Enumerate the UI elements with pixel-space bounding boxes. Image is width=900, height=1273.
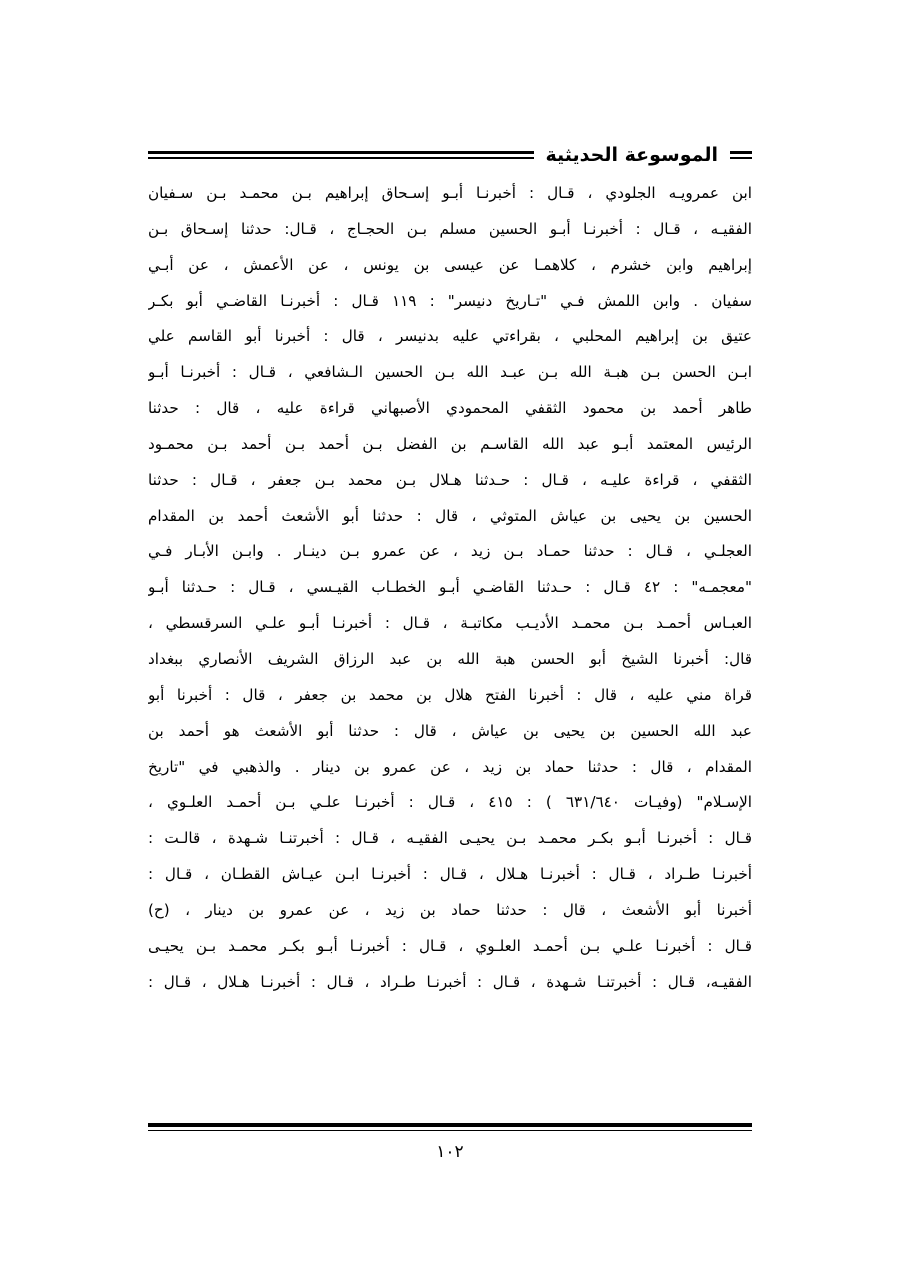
text-line: الثقفي ، قراءة عليـه ، قـال : حـدثنا هـلال بـن محمد بـن جعفر ، قـال : حدثنا: [148, 470, 752, 489]
text-line: عبد الله الحسين بن يحيى بن عياش ، قال : حدثنا أبو الأشعث هو أحمد بن: [148, 721, 752, 740]
header-rule-right: [730, 151, 752, 159]
footer-rule-thick: [148, 1123, 752, 1127]
footer-rule: [148, 1123, 752, 1131]
text-line: ابن عمرويـه الجلودي ، قـال : أخبرنـا أبـو إسـحاق إبراهيم بـن محمـد بـن سـفيان: [148, 184, 752, 202]
text-line: إبراهيم وابن خشرم ، كلاهمـا عن عيسى بن يونس ، عن الأعمش ، عن أبـي: [148, 255, 752, 274]
text-line: عتيق بن إبراهيم المحلبي ، بقراءتي عليه بدنيسر ، قال : أخبرنا أبو القاسم علي: [148, 327, 752, 346]
text-line: طاهر أحمد بن محمود الثقفي المحمودي الأصبهاني قراءة عليه ، قال : حدثنا: [148, 399, 752, 418]
text-line: أخبرنا أبو الأشعث ، قال : حدثنا حماد بن زيد ، عن عمرو بن دينار ، (ح): [148, 900, 752, 919]
page-number: ١٠٢: [436, 1142, 464, 1162]
text-line: أخبرنـا طـراد ، قـال : أخبرنـا هـلال ، قـال : أخبرنـا ابـن عيـاش القطـان ، قـال :: [148, 865, 752, 884]
text-line: العجلـي ، قـال : حدثنا حمـاد بـن زيد ، عن عمرو بـن دينـار . وابـن الأبـار فـي: [148, 542, 752, 561]
footer-rule-thin: [148, 1130, 752, 1131]
text-line: الفقيـه ، قـال : أخبرنـا أبـو الحسين مسلم بـن الحجـاج ، قـال: حدثنا إسـحاق بـن: [148, 219, 752, 238]
running-header-title: الموسوعة الحديثية: [545, 144, 718, 166]
text-line: قـال : أخبرنـا علـي بـن أحمـد العلـوي ، قـال : أخبرنـا أبـو بكـر محمـد بـن يحيـى: [148, 936, 752, 955]
text-line: قال: أخبرنا الشيخ أبو الحسن هبة الله بن عبد الرزاق الشريف الأنصاري ببغداد: [148, 649, 752, 668]
body-text: [148, 176, 752, 1000]
text-line: "معجمـه" : ٤٢ قـال : حـدثنا القاضـي أبـو الخطـاب القيـسي ، قـال : حـدثنا أبـو: [148, 578, 752, 597]
text-line: الحسين بن يحيى بن عياش المتوثي ، قال : حدثنا أبو الأشعث أحمد بن المقدام: [148, 506, 752, 525]
text-line: سفيان . وابن اللمش فـي "تـاريخ دنيسر" : ١١٩ قـال : أخبرنـا القاضـي أبو بكـر: [148, 291, 752, 310]
running-header: [148, 140, 752, 170]
text-line: الرئيس المعتمد أبـو عبد الله القاسـم بن الفضل بـن أحمد بـن أحمد بـن محمـود: [148, 434, 752, 453]
text-line: الإسـلام" (وفيـات ٦٣١/٦٤٠ ) : ٤١٥ ، قـال : أخبرنـا علـي بـن أحمـد العلـوي ،: [148, 793, 752, 812]
text-line: المقدام ، قال : حدثنا حماد بن زيد ، عن عمرو بن دينار . والذهبي في "تاريخ: [148, 757, 752, 776]
text-line: قراة مني عليه ، قال : أخبرنا الفتح هلال بن محمد بن جعفر ، قال : أخبرنا أبو: [148, 685, 752, 704]
text-line: ابـن الحسن بـن هبـة الله بـن عبـد الله بـن الحسين الـشافعي ، قـال : أخبرنـا أبـو: [148, 363, 752, 382]
header-rule-left: [148, 151, 534, 159]
text-line: الفقيـه، قـال : أخبرتنـا شـهدة ، قـال : أخبرنـا طـراد ، قـال : أخبرنـا هـلال ، قـال :: [148, 972, 752, 991]
text-line: العبـاس أحمـد بـن محمـد الأديـب مكاتبـة ، قـال : أخبرنـا أبـو علـي السرقسطي ،: [148, 614, 752, 633]
text-line: قـال : أخبرنـا أبـو بكـر محمـد بـن يحيـى الفقيـه ، قـال : أخبرتنـا شـهدة ، قالـت :: [148, 829, 752, 848]
